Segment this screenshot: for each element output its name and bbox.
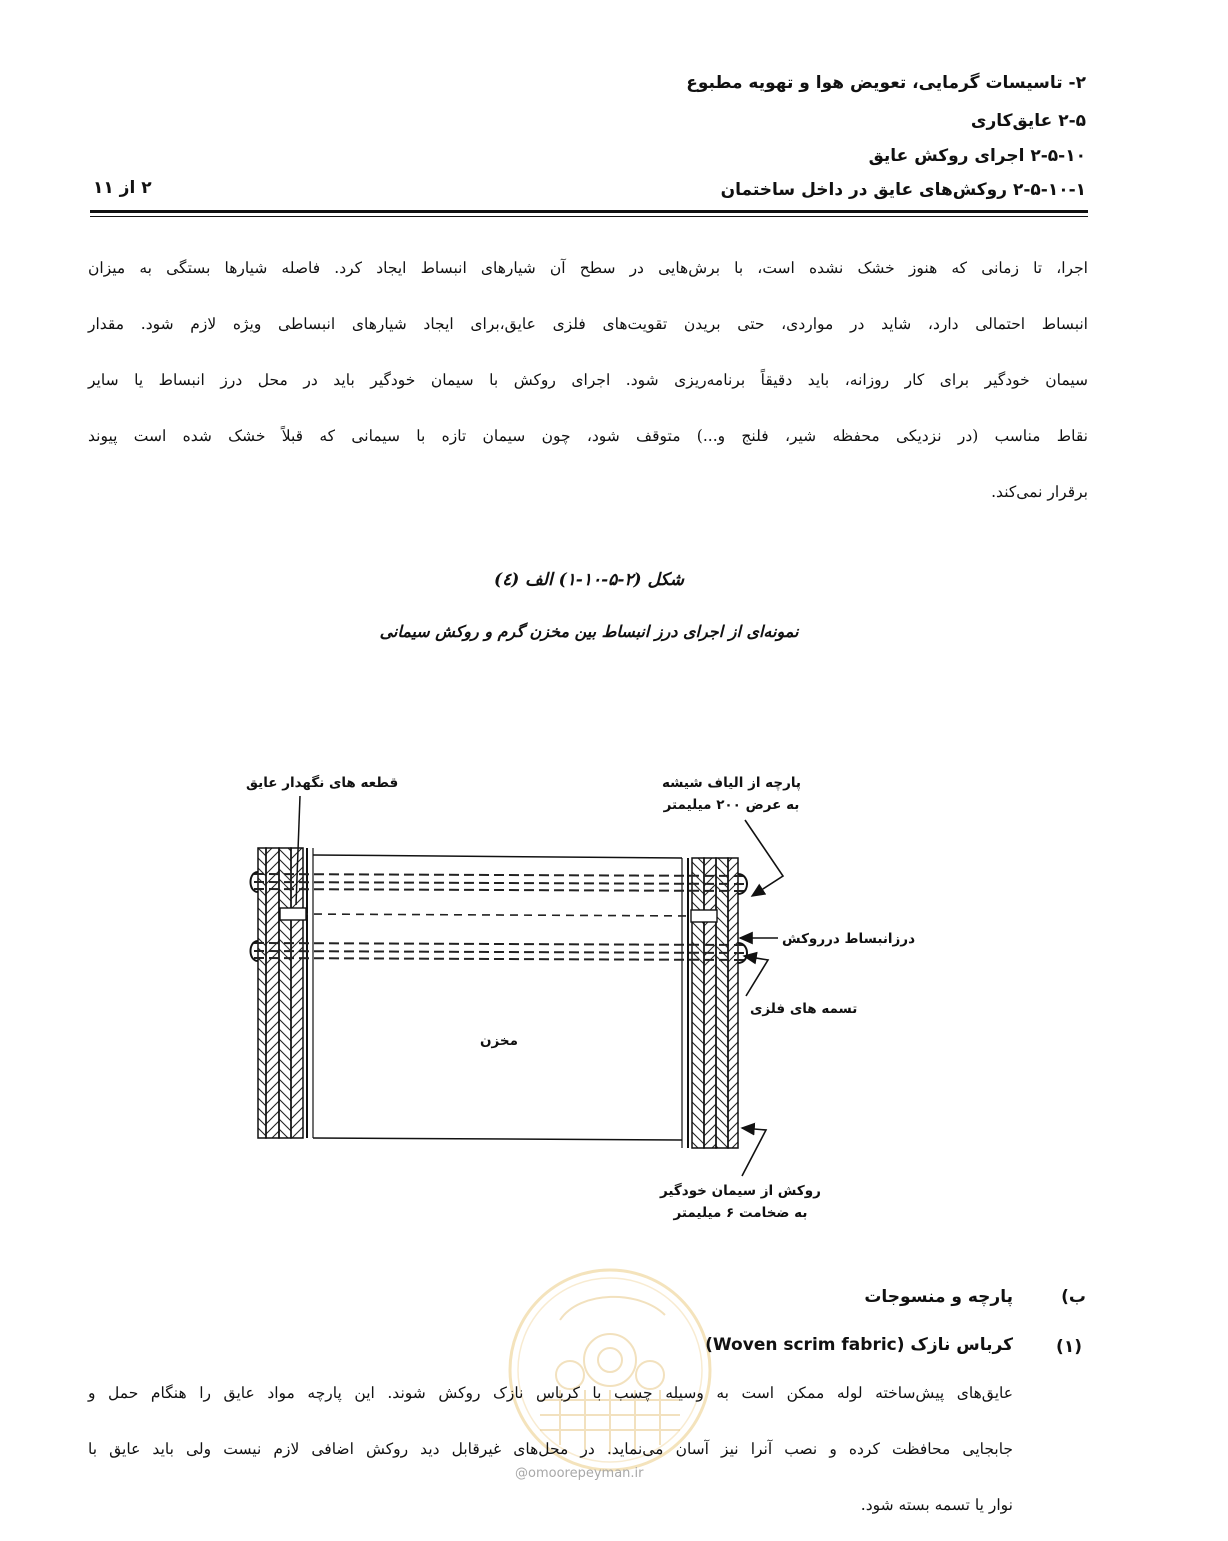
right-wall <box>682 858 738 1148</box>
left-wall <box>258 848 313 1138</box>
paragraph-line: جابجایی محافظت کرده و نصب آنرا نیز آسان می‌نماید. در محل‌های غیرقابل دید روکش اضافی لازم نیست ولی باید عایق با <box>88 1440 1013 1458</box>
paragraph-line: اجرا، تا زمانی که هنوز خشک نشده است، با برش‌هایی در سطح آن شیارهای انبساط ایجاد کرد. فاصله شیارها بستگی به میزان <box>88 259 1088 277</box>
label-tank: مخزن <box>480 1033 519 1049</box>
insulation-holder-left <box>280 908 306 920</box>
tank-top-edge <box>313 855 682 858</box>
section-b-marker: ب) <box>1061 1287 1086 1307</box>
paragraph-line: سیمان خودگیر برای کار روزانه، باید دقیقاً برنامه‌ریزی شود. اجرای روکش با سیمان خودگیر باید در محل درز انبساط یا سایر <box>88 371 1088 389</box>
paragraph-line: نقاط مناسب (در نزدیکی محفظه شیر، فلنج و...) متوقف شود، چون سیمان تازه با سیمانی که قبلاً خشک شده است پیوند <box>88 427 1088 445</box>
label-cement-coating <box>660 1180 821 1224</box>
page-number: ۲ از ۱۱ <box>93 178 152 198</box>
tank-bottom-edge <box>313 1138 682 1140</box>
label-cement-line-1: روکش از سیمان خودگیر <box>660 1183 821 1199</box>
leader-metal-straps <box>744 956 768 996</box>
label-cement-line-2: به ضخامت ۶ میلیمتر <box>673 1205 808 1221</box>
paragraph-line: نوار یا تسمه بسته شود. <box>860 1496 1013 1514</box>
paragraph-line: انبساط احتمالی دارد، شاید در مواردی، حتی بریدن تقویت‌های فلزی عایق،برای ایجاد شیارهای انبساطی ویژه لازم شود. مقدار <box>88 315 1088 333</box>
watermark-url: @omoorepeyman.ir <box>515 1466 644 1481</box>
leader-cement-coating <box>742 1128 766 1176</box>
header-line-4: ۲-۵-۱۰-۱ روکش‌های عایق در داخل ساختمان <box>720 180 1086 200</box>
section-b-title: پارچه و منسوجات <box>864 1287 1013 1307</box>
paragraph-2 <box>88 1373 1013 1541</box>
fabric-band-lower <box>254 943 746 960</box>
header-line-3: ۲-۵-۱۰ اجرای روکش عایق <box>868 146 1086 166</box>
joint-dashed-line <box>300 914 700 916</box>
header-line-2: ۲-۵ عایق‌کاری <box>970 111 1086 131</box>
insulation-holder-right <box>691 910 717 922</box>
figure-number: شکل (۲-۵-۱۰-۱) الف (٤) <box>494 570 684 590</box>
label-insulation-holder: قطعه های نگهدار عایق <box>246 775 399 791</box>
leader-glass-fabric <box>745 820 783 896</box>
item-1-marker: (۱) <box>1056 1337 1082 1357</box>
figure-caption: نمونه‌ای از اجرای درز انبساط بین مخزن گرم و روکش سیمانی <box>379 622 799 641</box>
paragraph-line: برقرار نمی‌کند. <box>991 483 1088 501</box>
label-glass-fabric-line-2: به عرض ۲۰۰ میلیمتر <box>663 797 800 813</box>
label-glass-fabric <box>662 772 801 816</box>
label-metal-straps: تسمه های فلزی <box>750 1001 858 1017</box>
label-glass-fabric-line-1: پارچه از الیاف شیشه <box>662 775 801 791</box>
item-1-title: کرباس نازک (Woven scrim fabric) <box>705 1335 1013 1355</box>
label-expansion-joint: درزانبساط درروکش <box>782 931 916 947</box>
fabric-band-upper <box>254 874 746 891</box>
paragraph-line: عایق‌های پیش‌ساخته لوله ممکن است به وسیله چسب با کرباس نازک روکش شوند. این پارچه مواد عایق را هنگام حمل و <box>88 1384 1013 1402</box>
header-line-1: ۲- تاسیسات گرمایی، تعویض هوا و تهویه مطبوع <box>686 73 1086 93</box>
